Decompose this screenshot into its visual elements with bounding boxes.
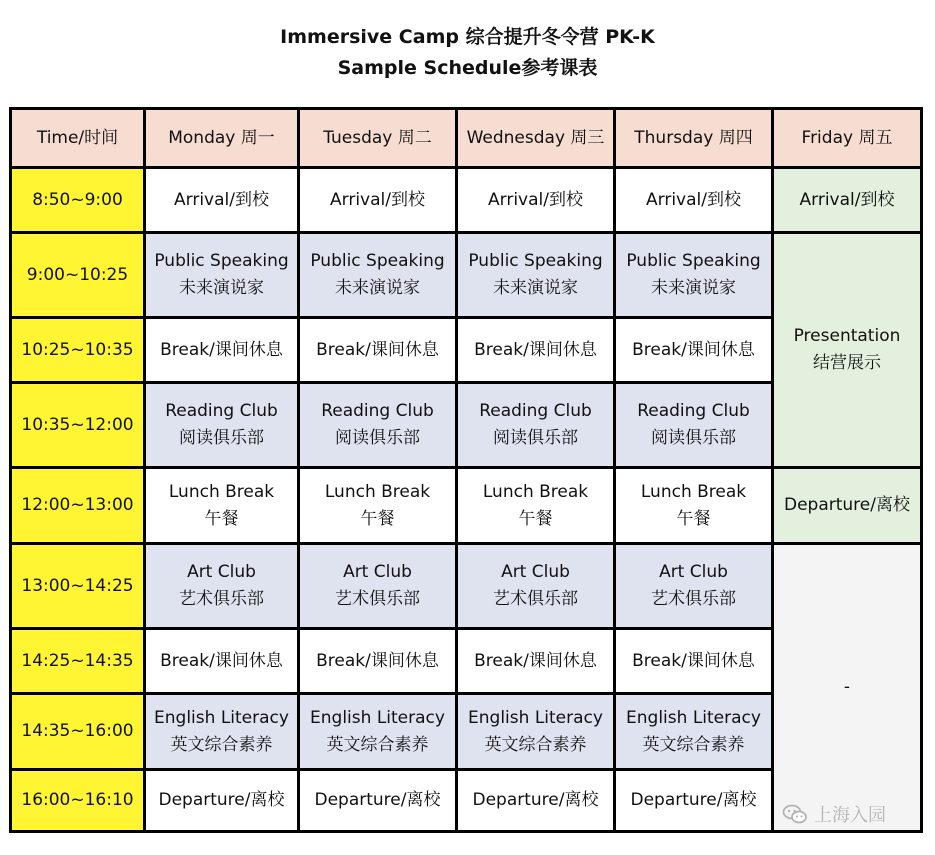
activity-en: Public Speaking (310, 251, 445, 271)
activity-en: Arrival/到校 (330, 189, 425, 210)
activity-en: English Literacy (154, 707, 289, 728)
activity-en: Public Speaking (468, 251, 603, 271)
activity-en: Lunch Break (482, 481, 589, 502)
activity-cell (615, 770, 773, 832)
title-block (0, 22, 935, 84)
watermark (782, 795, 922, 833)
activity-zh: 未来演说家 (179, 278, 264, 298)
activity-cell (457, 694, 615, 770)
activity-cell (615, 318, 773, 383)
header-row (11, 109, 922, 168)
table-row (11, 168, 922, 233)
activity-en: Art Club (343, 562, 412, 582)
header-tuesday: Tuesday 周二 (299, 109, 457, 168)
activity-en: Reading Club (321, 401, 434, 421)
time-cell: 13:00~14:25 (11, 544, 145, 629)
table-row (11, 233, 922, 318)
activity-zh: 阅读俱乐部 (651, 428, 736, 448)
watermark-text: 上海入园 (814, 805, 886, 826)
activity-cell (457, 629, 615, 694)
activity-en: Reading Club (479, 401, 592, 421)
activity-zh: 英文综合素养 (484, 734, 587, 755)
activity-cell (299, 544, 457, 629)
activity-en: Departure/离校 (314, 790, 441, 810)
page-subtitle: Sample Schedule参考课表 (337, 57, 598, 79)
time-cell: 14:35~16:00 (11, 694, 145, 770)
activity-zh: 未来演说家 (651, 278, 736, 298)
activity-cell (145, 629, 299, 694)
activity-en: Lunch Break (168, 481, 275, 502)
activity-en: Arrival/到校 (174, 189, 269, 210)
activity-en: Break/课间休息 (316, 650, 439, 671)
activity-cell (615, 383, 773, 468)
table-row (11, 468, 922, 544)
activity-cell (299, 318, 457, 383)
friday-empty-cell: - (773, 544, 922, 832)
page-title: Immersive Camp 综合提升冬令营 PK-K (280, 26, 655, 48)
activity-cell (145, 168, 299, 233)
activity-en: Departure/离校 (472, 790, 599, 810)
activity-en: English Literacy (626, 707, 761, 728)
activity-cell (145, 233, 299, 318)
activity-en: Arrival/到校 (488, 189, 583, 210)
activity-cell (299, 468, 457, 544)
time-cell: 9:00~10:25 (11, 233, 145, 318)
time-cell: 12:00~13:00 (11, 468, 145, 544)
activity-cell (145, 694, 299, 770)
activity-cell (457, 544, 615, 629)
activity-cell (615, 694, 773, 770)
activity-zh: 英文综合素养 (642, 734, 745, 755)
activity-en: English Literacy (468, 707, 603, 728)
time-cell: 8:50~9:00 (11, 168, 145, 233)
time-cell: 10:25~10:35 (11, 318, 145, 383)
activity-cell (457, 233, 615, 318)
activity-zh: 午餐 (204, 508, 239, 529)
activity-cell (457, 383, 615, 468)
activity-cell (457, 318, 615, 383)
activity-cell (615, 468, 773, 544)
activity-cell (145, 544, 299, 629)
header-wednesday: Wednesday 周三 (457, 109, 615, 168)
activity-cell (457, 468, 615, 544)
activity-zh: 未来演说家 (335, 278, 420, 298)
activity-en: Lunch Break (324, 481, 431, 502)
activity-cell (299, 770, 457, 832)
activity-cell (145, 383, 299, 468)
activity-en: Break/课间休息 (474, 339, 597, 360)
activity-zh: 午餐 (518, 508, 553, 529)
activity-cell (299, 233, 457, 318)
activity-zh: 艺术俱乐部 (493, 589, 578, 609)
activity-en: Art Club (501, 562, 570, 582)
activity-cell (299, 694, 457, 770)
activity-cell (457, 770, 615, 832)
friday-departure-cell: Departure/离校 (773, 468, 922, 544)
activity-cell (299, 383, 457, 468)
activity-en: Break/课间休息 (474, 650, 597, 671)
activity-cell (615, 233, 773, 318)
activity-en: Departure/离校 (630, 790, 757, 810)
header-monday: Monday 周一 (145, 109, 299, 168)
activity-zh: 午餐 (676, 508, 711, 529)
wechat-icon (782, 804, 808, 824)
friday-presentation-cell (773, 233, 922, 468)
activity-en: Break/课间休息 (160, 650, 283, 671)
activity-cell (145, 318, 299, 383)
activity-en: Reading Club (637, 401, 750, 421)
header-friday: Friday 周五 (773, 109, 922, 168)
activity-cell (615, 629, 773, 694)
activity-zh: 未来演说家 (493, 278, 578, 298)
time-cell: 10:35~12:00 (11, 383, 145, 468)
activity-en: Break/课间休息 (632, 339, 755, 360)
schedule-table (9, 107, 923, 833)
activity-en: Public Speaking (154, 251, 289, 271)
activity-cell (145, 468, 299, 544)
activity-en: Break/课间休息 (160, 339, 283, 360)
activity-cell (299, 629, 457, 694)
presentation-en: Presentation (793, 326, 901, 346)
activity-en: Arrival/到校 (646, 189, 741, 210)
activity-en: Reading Club (165, 401, 278, 421)
activity-en: Art Club (659, 562, 728, 582)
activity-cell (615, 544, 773, 629)
activity-zh: 英文综合素养 (326, 734, 429, 755)
activity-cell (145, 770, 299, 832)
activity-zh: 阅读俱乐部 (493, 428, 578, 448)
header-time: Time/时间 (11, 109, 145, 168)
presentation-zh: 结营展示 (813, 353, 881, 373)
activity-zh: 艺术俱乐部 (179, 589, 264, 609)
table-row (11, 544, 922, 629)
activity-zh: 艺术俱乐部 (651, 589, 736, 609)
activity-cell (299, 168, 457, 233)
activity-en: Public Speaking (626, 251, 761, 271)
header-thursday: Thursday 周四 (615, 109, 773, 168)
activity-zh: 午餐 (360, 508, 395, 529)
activity-zh: 艺术俱乐部 (335, 589, 420, 609)
activity-zh: 英文综合素养 (170, 734, 273, 755)
activity-cell (457, 168, 615, 233)
friday-arrival-cell: Arrival/到校 (773, 168, 922, 233)
activity-cell (615, 168, 773, 233)
activity-zh: 阅读俱乐部 (179, 428, 264, 448)
activity-en: English Literacy (310, 707, 445, 728)
activity-en: Departure/离校 (158, 790, 285, 810)
activity-en: Lunch Break (640, 481, 747, 502)
activity-en: Break/课间休息 (632, 650, 755, 671)
activity-en: Break/课间休息 (316, 339, 439, 360)
activity-zh: 阅读俱乐部 (335, 428, 420, 448)
time-cell: 16:00~16:10 (11, 770, 145, 832)
time-cell: 14:25~14:35 (11, 629, 145, 694)
activity-en: Art Club (187, 562, 256, 582)
